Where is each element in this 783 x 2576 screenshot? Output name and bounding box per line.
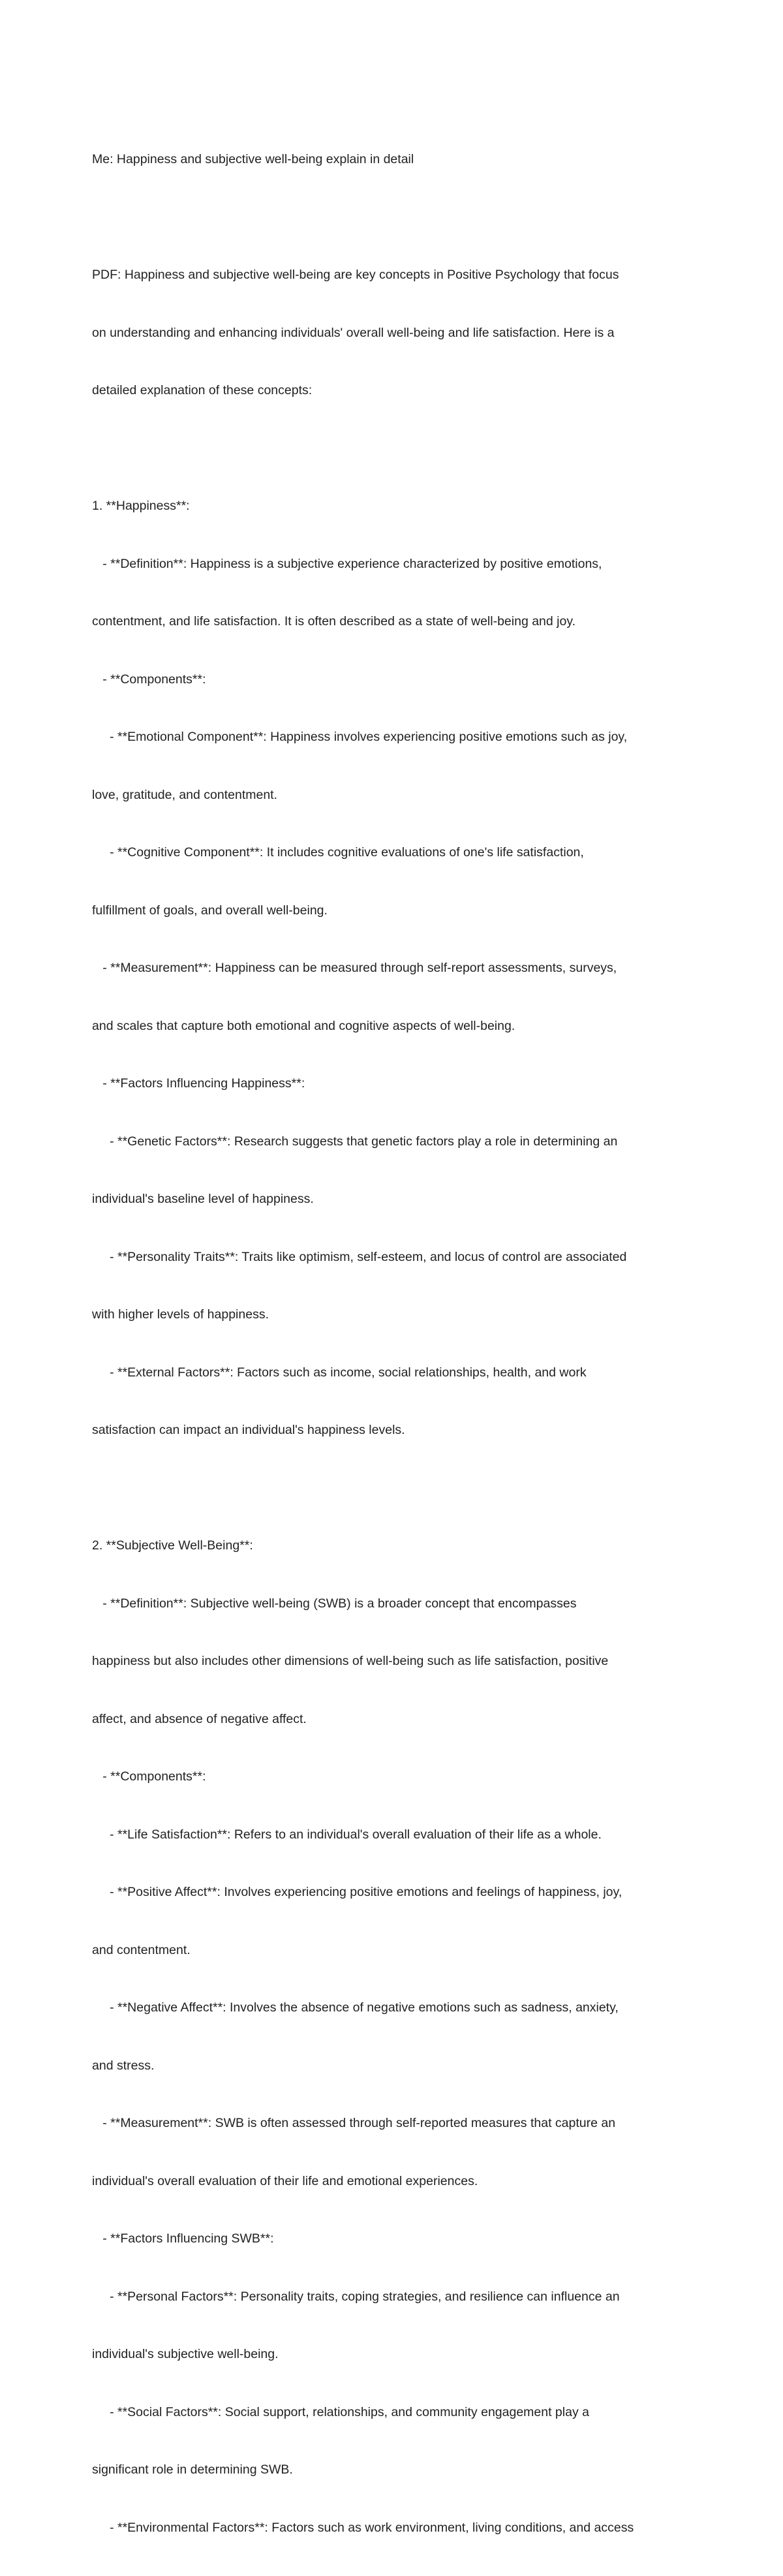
text-line: 1. **Happiness**: — [92, 499, 190, 513]
text-line: - **Measurement**: Happiness can be measured through self-report assessments, surveys, — [92, 961, 617, 975]
text-line: 2. **Subjective Well-Being**: — [92, 1538, 253, 1553]
text-line: - **Emotional Component**: Happiness involves experiencing positive emotions such as joy, — [92, 730, 628, 744]
text-line: - **Components**: — [92, 1769, 206, 1784]
text-line — [92, 439, 699, 459]
text-line: contentment, and life satisfaction. It is often described as a state of well-being and joy. — [92, 614, 576, 628]
text-line: and scales that capture both emotional and cognitive aspects of well-being. — [92, 1018, 515, 1033]
text-line: - **Measurement**: SWB is often assessed through self-reported measures that capture an — [92, 2116, 616, 2130]
text-line: - **Factors Influencing SWB**: — [92, 2231, 274, 2246]
text-line: with higher levels of happiness. — [92, 1307, 269, 1322]
text-line: and stress. — [92, 2058, 155, 2073]
text-line: affect, and absence of negative affect. — [92, 1711, 307, 1726]
text-line: individual's baseline level of happiness. — [92, 1192, 314, 1206]
text-line: and contentment. — [92, 1942, 191, 1957]
text-line: individual's overall evaluation of their life and emotional experiences. — [92, 2173, 478, 2188]
text-line: - **Components**: — [92, 672, 206, 687]
text-line: PDF: Happiness and subjective well-being are key concepts in Positive Psychology that focus — [92, 268, 619, 282]
text-line: Me: Happiness and subjective well-being explain in detail — [92, 152, 414, 166]
text-line: - **Cognitive Component**: It includes cognitive evaluations of one's life satisfaction, — [92, 845, 584, 860]
text-line: satisfaction can impact an individual's happiness levels. — [92, 1423, 405, 1437]
text-line: - **Social Factors**: Social support, relationships, and community engagement play a — [92, 2404, 589, 2419]
text-line: - **Definition**: Happiness is a subjective experience characterized by positive emotions, — [92, 556, 602, 571]
text-line — [92, 208, 699, 228]
text-line: individual's subjective well-being. — [92, 2347, 279, 2361]
text-line: - **Positive Affect**: Involves experiencing positive emotions and feelings of happiness, joy, — [92, 1885, 622, 1899]
text-line: - **Personal Factors**: Personality traits, coping strategies, and resilience can influence an — [92, 2289, 620, 2304]
text-line: significant role in determining SWB. — [92, 2462, 293, 2477]
text-line: love, gratitude, and contentment. — [92, 787, 278, 802]
text-line: fulfillment of goals, and overall well-being. — [92, 903, 328, 918]
text-line: happiness but also includes other dimensions of well-being such as life satisfaction, positive — [92, 1654, 609, 1668]
text-line: - **Negative Affect**: Involves the absence of negative emotions such as sadness, anxiety, — [92, 2000, 619, 2015]
document-body — [92, 112, 699, 2576]
text-line — [92, 1479, 699, 1498]
text-line: on understanding and enhancing individuals' overall well-being and life satisfaction. Here is a — [92, 325, 615, 340]
text-line: - **Definition**: Subjective well-being (SWB) is a broader concept that encompasses — [92, 1596, 577, 1611]
text-line: detailed explanation of these concepts: — [92, 383, 313, 397]
text-line: - **Factors Influencing Happiness**: — [92, 1076, 305, 1091]
text-line: - **External Factors**: Factors such as income, social relationships, health, and work — [92, 1365, 587, 1380]
text-line: - **Personality Traits**: Traits like optimism, self-esteem, and locus of control are associated — [92, 1249, 627, 1264]
text-line: - **Environmental Factors**: Factors such as work environment, living conditions, and access — [92, 2520, 634, 2535]
text-line: - **Genetic Factors**: Research suggests that genetic factors play a role in determining an — [92, 1134, 618, 1149]
text-line: - **Life Satisfaction**: Refers to an individual's overall evaluation of their life as a whole. — [92, 1827, 602, 1842]
